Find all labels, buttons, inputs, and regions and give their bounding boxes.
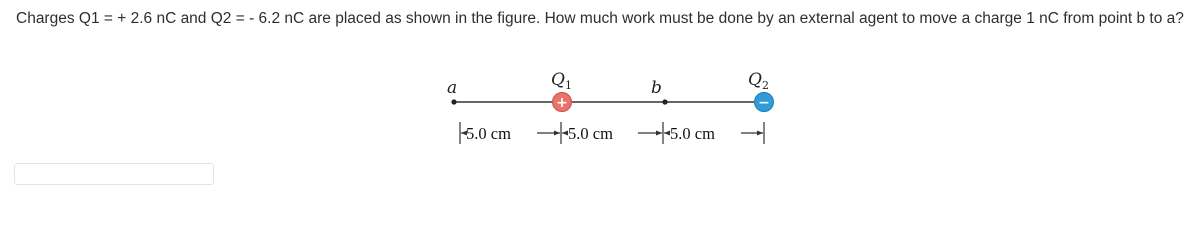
point-a-dot bbox=[451, 99, 456, 104]
distance-label-1: 5.0 cm bbox=[466, 124, 511, 143]
point-b-dot bbox=[662, 99, 667, 104]
answer-input[interactable] bbox=[14, 163, 214, 185]
point-a-label: a bbox=[447, 78, 458, 98]
minus-icon: − bbox=[758, 95, 770, 111]
arrowhead-icon bbox=[656, 131, 662, 136]
q1-label: $Q_1$ bbox=[551, 70, 572, 92]
charge-diagram bbox=[430, 60, 790, 160]
point-b-label: b bbox=[651, 78, 662, 98]
q2-label: $Q_2$ bbox=[748, 70, 769, 92]
question-text: Charges Q1 = + 2.6 nC and Q2 = - 6.2 nC are placed as shown in the figure. How much work must be done by an external agent to move a charge 1 nC from point b to a? bbox=[16, 10, 1184, 27]
charge-figure bbox=[430, 60, 790, 160]
plus-icon: + bbox=[556, 95, 568, 111]
distance-label-2: 5.0 cm bbox=[568, 124, 613, 143]
arrowhead-icon bbox=[554, 131, 560, 136]
distance-label-3: 5.0 cm bbox=[670, 124, 715, 143]
arrowhead-icon bbox=[757, 131, 763, 136]
